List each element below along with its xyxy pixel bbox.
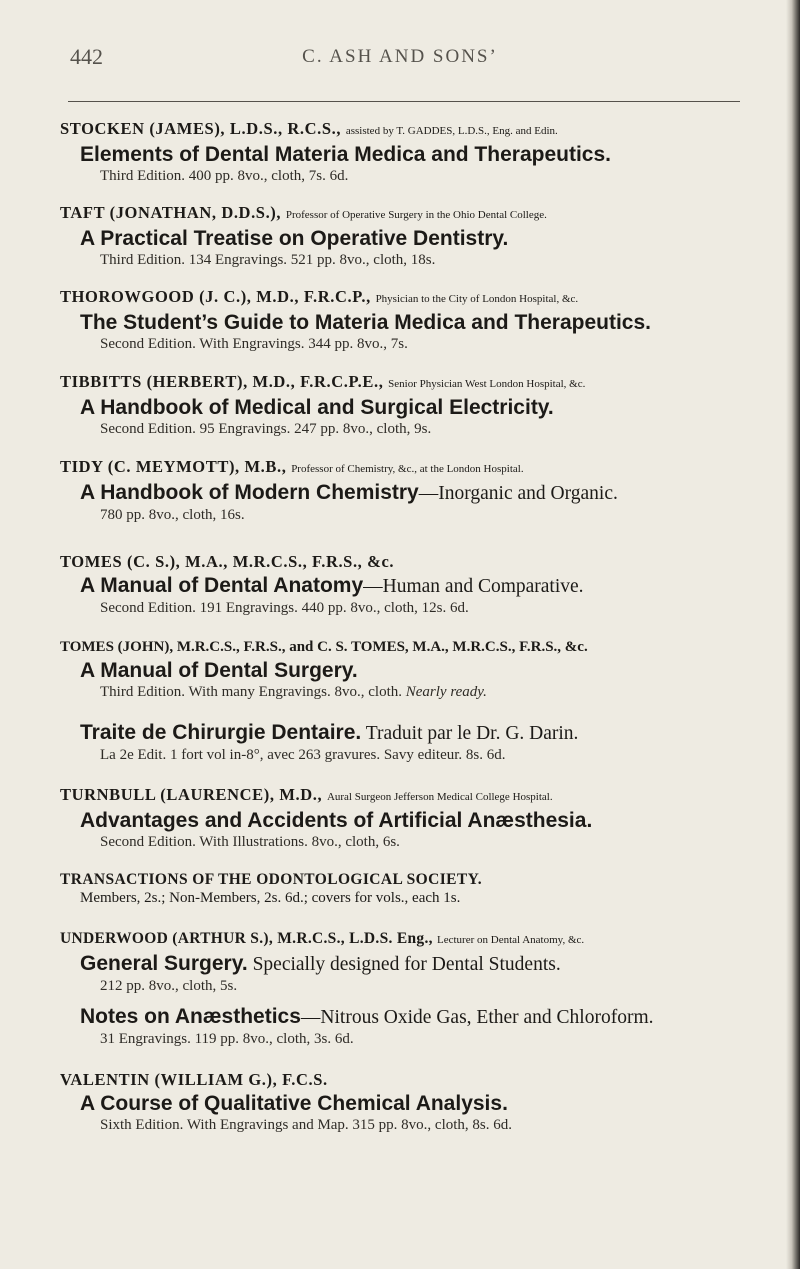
catalogue-entries	[60, 118, 750, 1135]
entry-detail: Sixth Edition. With Engravings and Map. 315 pp. 8vo., cloth, 8s. 6d.	[100, 1117, 513, 1133]
catalogue-entry	[60, 118, 750, 186]
entry-detail: Third Edition. With many Engravings. 8vo., cloth. Nearly ready.	[100, 684, 487, 700]
entry-author: VALENTIN (WILLIAM G.), F.C.S.	[60, 1070, 328, 1089]
availability-note: Nearly ready.	[405, 684, 487, 700]
catalogue-entry	[60, 456, 750, 525]
catalogue-entry	[60, 720, 750, 765]
entry-title: A Handbook of Medical and Surgical Electricity.	[80, 396, 554, 419]
entry-affiliation: Senior Physician West London Hospital, &c.	[388, 378, 586, 390]
catalogue-entry	[60, 286, 750, 354]
entry-author: TIBBITTS (HERBERT), M.D., F.R.C.P.E., Senior Physician West London Hospital, &c.	[60, 372, 586, 391]
page-header	[0, 44, 800, 74]
page-number: 442	[70, 44, 103, 69]
entry-title: Advantages and Accidents of Artificial Anæsthesia.	[80, 809, 593, 832]
entry-detail: Second Edition. 191 Engravings. 440 pp. 8vo., cloth, 12s. 6d.	[100, 600, 469, 616]
header-rule	[68, 101, 740, 102]
entry-detail: Third Edition. 134 Engravings. 521 pp. 8vo., cloth, 18s.	[100, 252, 436, 268]
entry-detail: 780 pp. 8vo., cloth, 16s.	[100, 507, 245, 523]
running-head: C. ASH AND SONS’	[302, 46, 498, 67]
entry-detail: Members, 2s.; Non-Members, 2s. 6d.; covers for vols., each 1s.	[80, 890, 461, 906]
entry-author: THOROWGOOD (J. C.), M.D., F.R.C.P., Physician to the City of London Hospital, &c.	[60, 287, 579, 306]
entry-title: TRANSACTIONS OF THE ODONTOLOGICAL SOCIETY.	[60, 871, 483, 888]
entry-detail: 212 pp. 8vo., cloth, 5s.	[100, 978, 238, 994]
catalogue-entry	[60, 551, 750, 618]
page-edge-shadow	[786, 0, 800, 1269]
entry-author: TURNBULL (LAURENCE), M.D., Aural Surgeon Jefferson Medical College Hospital.	[60, 785, 553, 804]
entry-affiliation: Physician to the City of London Hospital, &c.	[375, 293, 579, 305]
catalogue-entry	[60, 202, 750, 270]
entry-detail: Second Edition. With Illustrations. 8vo., cloth, 6s.	[100, 834, 400, 850]
entry-author: TOMES (JOHN), M.R.C.S., F.R.S., and C. S. TOMES, M.A., M.R.C.S., F.R.S., &c.	[60, 639, 588, 655]
entry-affiliation: Aural Surgeon Jefferson Medical College Hospital.	[326, 791, 553, 803]
entry-title: A Practical Treatise on Operative Dentistry.	[80, 227, 509, 250]
catalogue-entry	[60, 1069, 750, 1135]
entry-author: TAFT (JONATHAN, D.D.S.), Professor of Operative Surgery in the Ohio Dental College.	[60, 203, 547, 222]
entry-detail: Second Edition. 95 Engravings. 247 pp. 8vo., cloth, 9s.	[100, 421, 432, 437]
entry-title: The Student’s Guide to Materia Medica and Therapeutics.	[80, 311, 651, 334]
entry-title: Traite de Chirurgie Dentaire. Traduit par le Dr. G. Darin.	[80, 721, 579, 744]
catalogue-entry	[60, 784, 750, 852]
entry-affiliation: Lecturer on Dental Anatomy, &c.	[437, 934, 585, 946]
entry-author: TOMES (C. S.), M.A., M.R.C.S., F.R.S., &c.	[60, 552, 395, 571]
entry-author: TIDY (C. MEYMOTT), M.B., Professor of Chemistry, &c., at the London Hospital.	[60, 457, 524, 476]
catalogue-entry	[60, 928, 750, 1049]
entry-title: Elements of Dental Materia Medica and Therapeutics.	[80, 143, 611, 166]
entry-title: A Handbook of Modern Chemistry—Inorganic and Organic.	[80, 481, 618, 504]
catalogue-entry	[60, 636, 750, 702]
entry-detail: Second Edition. With Engravings. 344 pp. 8vo., 7s.	[100, 336, 408, 352]
entry-detail: 31 Engravings. 119 pp. 8vo., cloth, 3s. 6d.	[100, 1031, 354, 1047]
entry-detail: Third Edition. 400 pp. 8vo., cloth, 7s. 6d.	[100, 168, 349, 184]
entry-title: A Manual of Dental Surgery.	[80, 659, 358, 682]
catalogue-entry	[60, 870, 750, 908]
entry-affiliation: assisted by T. GADDES, L.D.S., Eng. and Edin.	[345, 125, 558, 137]
entry-author: STOCKEN (JAMES), L.D.S., R.C.S., assisted by T. GADDES, L.D.S., Eng. and Edin.	[60, 119, 558, 138]
entry-title: A Manual of Dental Anatomy—Human and Comparative.	[80, 574, 584, 597]
entry-affiliation: Professor of Chemistry, &c., at the London Hospital.	[291, 463, 524, 475]
entry-title: Notes on Anæsthetics—Nitrous Oxide Gas, Ether and Chloroform.	[80, 1005, 654, 1028]
entry-title: General Surgery. Specially designed for Dental Students.	[80, 952, 561, 975]
entry-title: A Course of Qualitative Chemical Analysis.	[80, 1092, 508, 1115]
catalogue-entry	[60, 371, 750, 439]
entry-detail: La 2e Edit. 1 fort vol in-8°, avec 263 gravures. Savy editeur. 8s. 6d.	[100, 747, 506, 763]
entry-author: UNDERWOOD (ARTHUR S.), M.R.C.S., L.D.S. Eng., Lecturer on Dental Anatomy, &c.	[60, 930, 585, 947]
entry-affiliation: Professor of Operative Surgery in the Ohio Dental College.	[285, 209, 547, 221]
